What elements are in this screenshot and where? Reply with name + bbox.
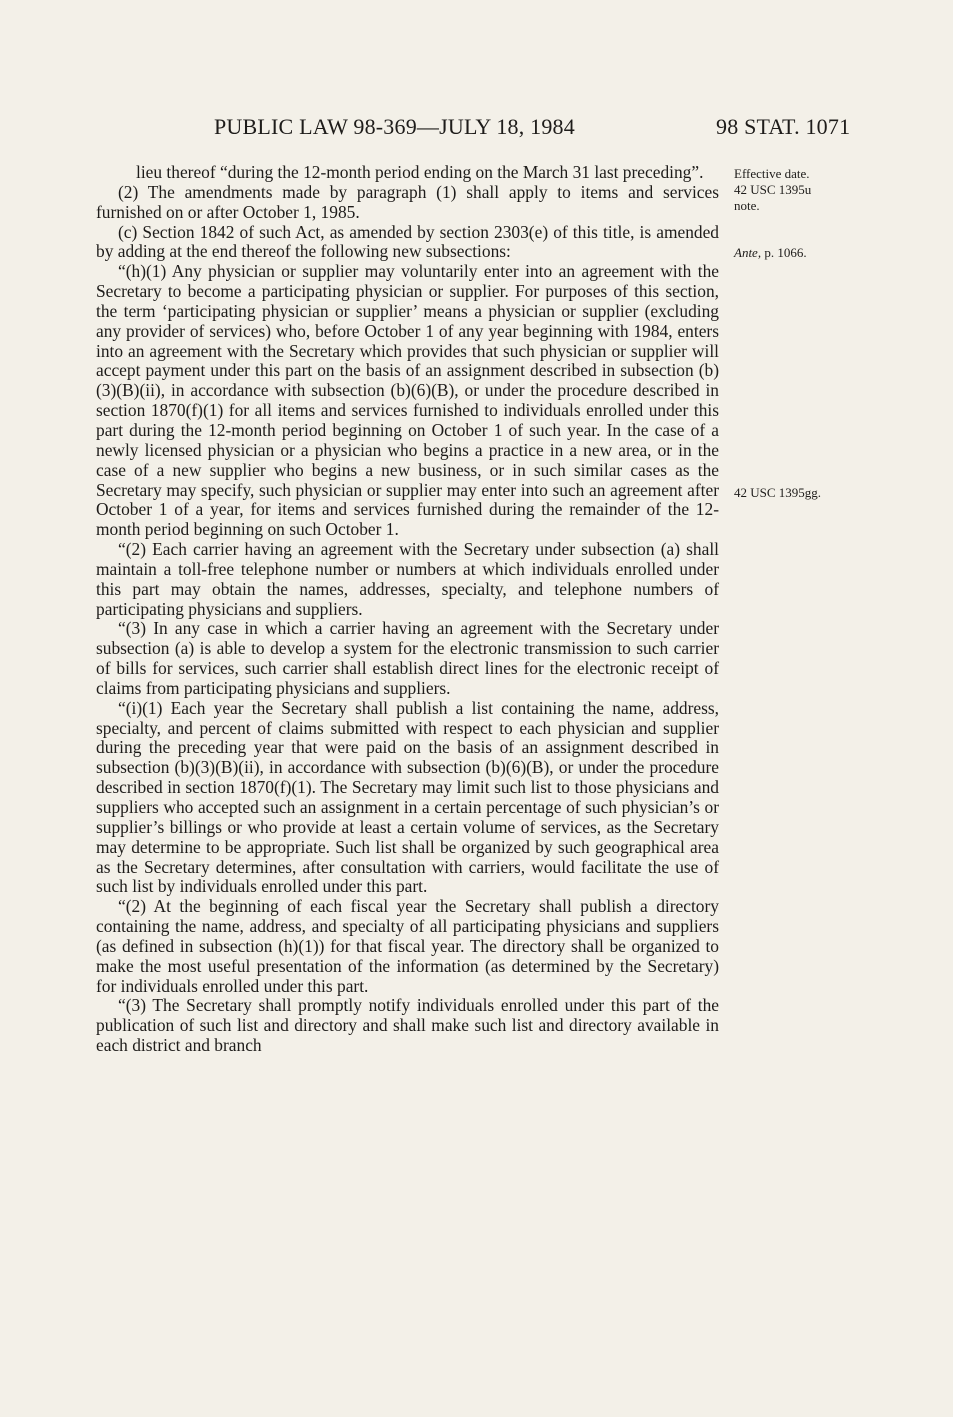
paragraph-c-section-1842: (c) Section 1842 of such Act, as amended by section 2303(e) of this title, is amended by adding at the end thereof the following new subsections: — [96, 221, 719, 262]
note-ante-page: p. 1066. — [761, 245, 807, 260]
margin-note-effective-date — [734, 166, 854, 214]
paragraph-h3: “(3) In any case in which a carrier having an agreement with the Secretary under subsection (a) is able to develop a system for the electronic transmission to such carrier of bills for services, such carrier shall establish direct lines for the electronic receipt of claims from participating physicians and suppliers. — [96, 618, 719, 698]
header-title: PUBLIC LAW 98-369—JULY 18, 1984 — [214, 114, 575, 139]
note-effective-date: Effective date. — [734, 166, 810, 181]
paragraph-i3: “(3) The Secretary shall promptly notify individuals enrolled under this part of the publication of such list and directory and shall make such list and directory available in each district and branch — [96, 995, 719, 1056]
note-usc-1395u-note: note. — [734, 198, 760, 213]
statute-page-number: 98 STAT. 1071 — [716, 114, 851, 139]
paragraph-h2: “(2) Each carrier having an agreement with the Secretary under subsection (a) shall maintain a toll-free telephone number or numbers at which individuals enrolled under this part may obtain the names, addresses, specialty, and telephone numbers of participating physicians and suppliers. — [96, 539, 719, 619]
paragraph-2-amendments: (2) The amendments made by paragraph (1) shall apply to items and services furnished on or after October 1, 1985. — [96, 181, 719, 222]
paragraph-lieu-thereof: lieu thereof “during the 12-month period ending on the March 31 last preceding”. — [136, 162, 704, 182]
margin-note-ante — [734, 245, 854, 261]
page-header — [0, 114, 953, 144]
note-usc-1395u: 42 USC 1395u — [734, 182, 812, 197]
paragraph-h1: “(h)(1) Any physician or supplier may voluntarily enter into an agreement with the Secretary to become a participating physician or supplier. For purposes of this section, the term ‘participating physician or supplier’ means a physician or supplier (excluding any provider of services) who, before October 1 of any year beginning with 1984, enters into an agreement with the Secretary which provides that such physician or supplier will accept payment under this part on the basis of an assignment described in subsection (b)(3)(B)(ii), in accordance with subsection (b)(6)(B), or under the procedure described in section 1870(f)(1) for all items and services furnished to individuals enrolled under this part during the 12-month period beginning on October 1 of such year. In the case of a newly licensed physician or a physician who begins a practice in a new area, or in the case of a new supplier who begins a new business, or in such similar cases as the Secretary may specify, such physician or supplier may enter into such an agreement after October 1 of a year, for items and services furnished during the remainder of the 12-month period beginning on such October 1. — [96, 261, 719, 540]
note-ante-italic: Ante, — [734, 245, 762, 260]
paragraph-i1: “(i)(1) Each year the Secretary shall publish a list containing the name, address, specialty, and percent of claims submitted with respect to each physician and supplier during the preceding year that were paid on the basis of an assignment described in subsection (b)(3)(B)(ii), in accordance with subsection (b)(6)(B), or under the procedure described in section 1870(f)(1). The Secretary may limit such list to those physicians and suppliers who accepted such an assignment in a certain percentage of such physician’s or supplier’s billings or who provide at least a certain volume of services, as the Secretary may determine to be appropriate. Such list shall be organized by such geographical area as the Secretary determines, after consultation with carriers, would facilitate the use of such list by individuals enrolled under this part. — [96, 697, 719, 897]
margin-note-usc-1395gg: 42 USC 1395gg. — [734, 485, 822, 500]
paragraph-i2: “(2) At the beginning of each fiscal year the Secretary shall publish a directory containing the name, address, and specialty of all participating physicians and suppliers (as defined in subsection (h)(1)) for that fiscal year. The directory shall be organized to make the most useful presentation of the information (as determined by the Secretary) for individuals enrolled under this part. — [96, 896, 719, 996]
statute-body — [96, 163, 719, 1056]
